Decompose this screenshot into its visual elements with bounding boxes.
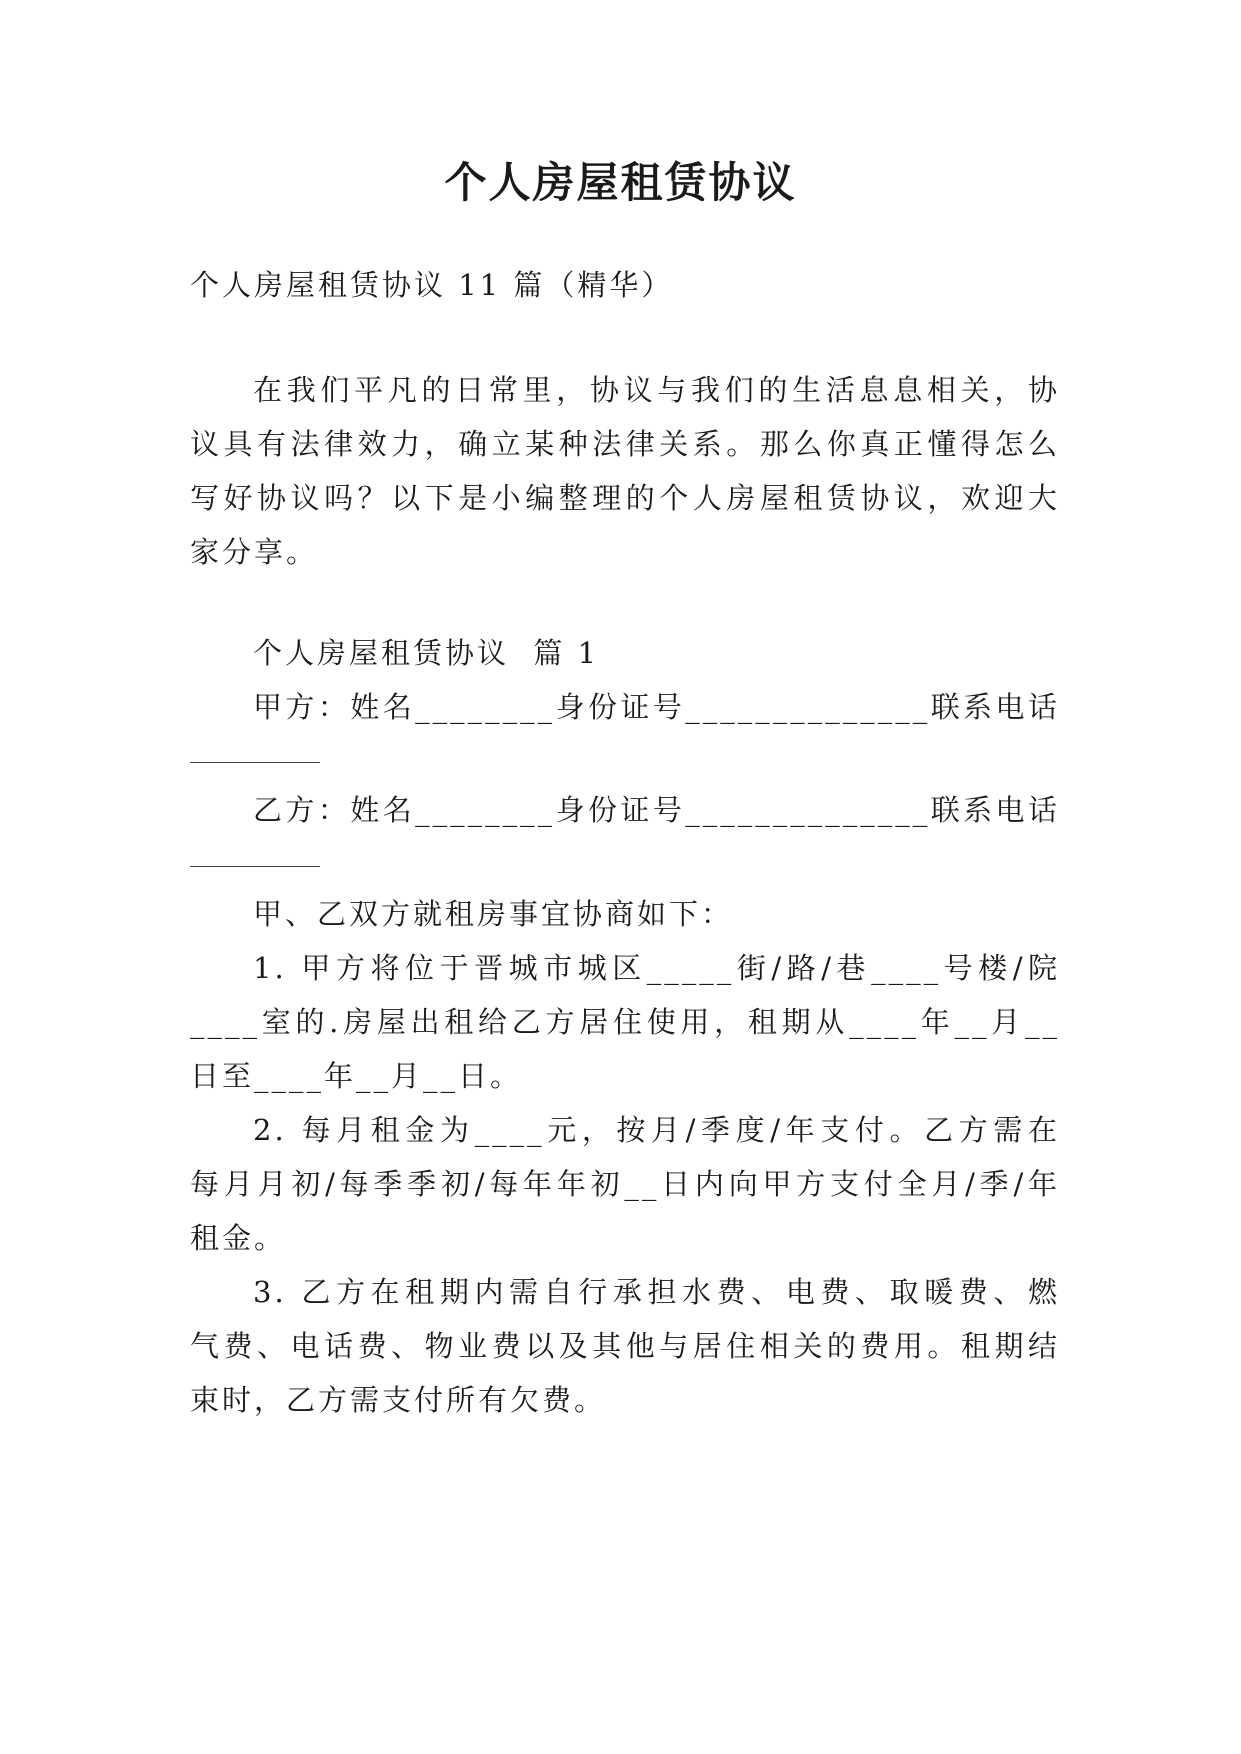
clause2-line-3: 租金。 (190, 1221, 287, 1255)
document-title: 个人房屋租赁协议 (444, 158, 797, 207)
clause1-line-1: 1. 甲方将位于晋城市城区_____街/路/巷____号楼/院 (253, 951, 1060, 985)
document-subtitle: 个人房屋租赁协议 11 篇（精华） (190, 268, 674, 302)
clause1-line-3: 日至____年__月__日。 (190, 1059, 523, 1093)
clause3-line-1: 3. 乙方在租期内需自行承担水费、电费、取暖费、燃 (253, 1275, 1060, 1309)
clause3-line-2: 气费、电话费、物业费以及其他与居住相关的费用。租期结 (190, 1329, 1060, 1363)
intro-line-2: 议具有法律效力，确立某种法律关系。那么你真正懂得怎么 (190, 427, 1060, 461)
negotiation-line: 甲、乙双方就租房事宜协商如下： (253, 897, 734, 931)
party-a-phone-blank (190, 762, 320, 763)
clause2-line-2: 每月月初/每季季初/每年年初__日内向甲方支付全月/季/年 (190, 1167, 1060, 1201)
intro-line-1: 在我们平凡的日常里，协议与我们的生活息息相关，协 (253, 373, 1060, 407)
party-b-phone-blank (190, 866, 320, 867)
section-heading: 个人房屋租赁协议 篇 1 (253, 636, 600, 670)
intro-line-3: 写好协议吗？以下是小编整理的个人房屋租赁协议，欢迎大 (190, 481, 1060, 515)
clause1-line-2: ____室的.房屋出租给乙方居住使用，租期从____年__月__ (190, 1005, 1060, 1039)
clause3-line-3: 束时，乙方需支付所有欠费。 (190, 1383, 607, 1417)
party-a-line: 甲方：姓名________身份证号______________联系电话 (253, 690, 1060, 724)
party-b-line: 乙方：姓名________身份证号______________联系电话 (253, 793, 1060, 827)
clause2-line-1: 2. 每月租金为____元，按月/季度/年支付。乙方需在 (253, 1113, 1060, 1147)
intro-line-4: 家分享。 (190, 535, 319, 569)
